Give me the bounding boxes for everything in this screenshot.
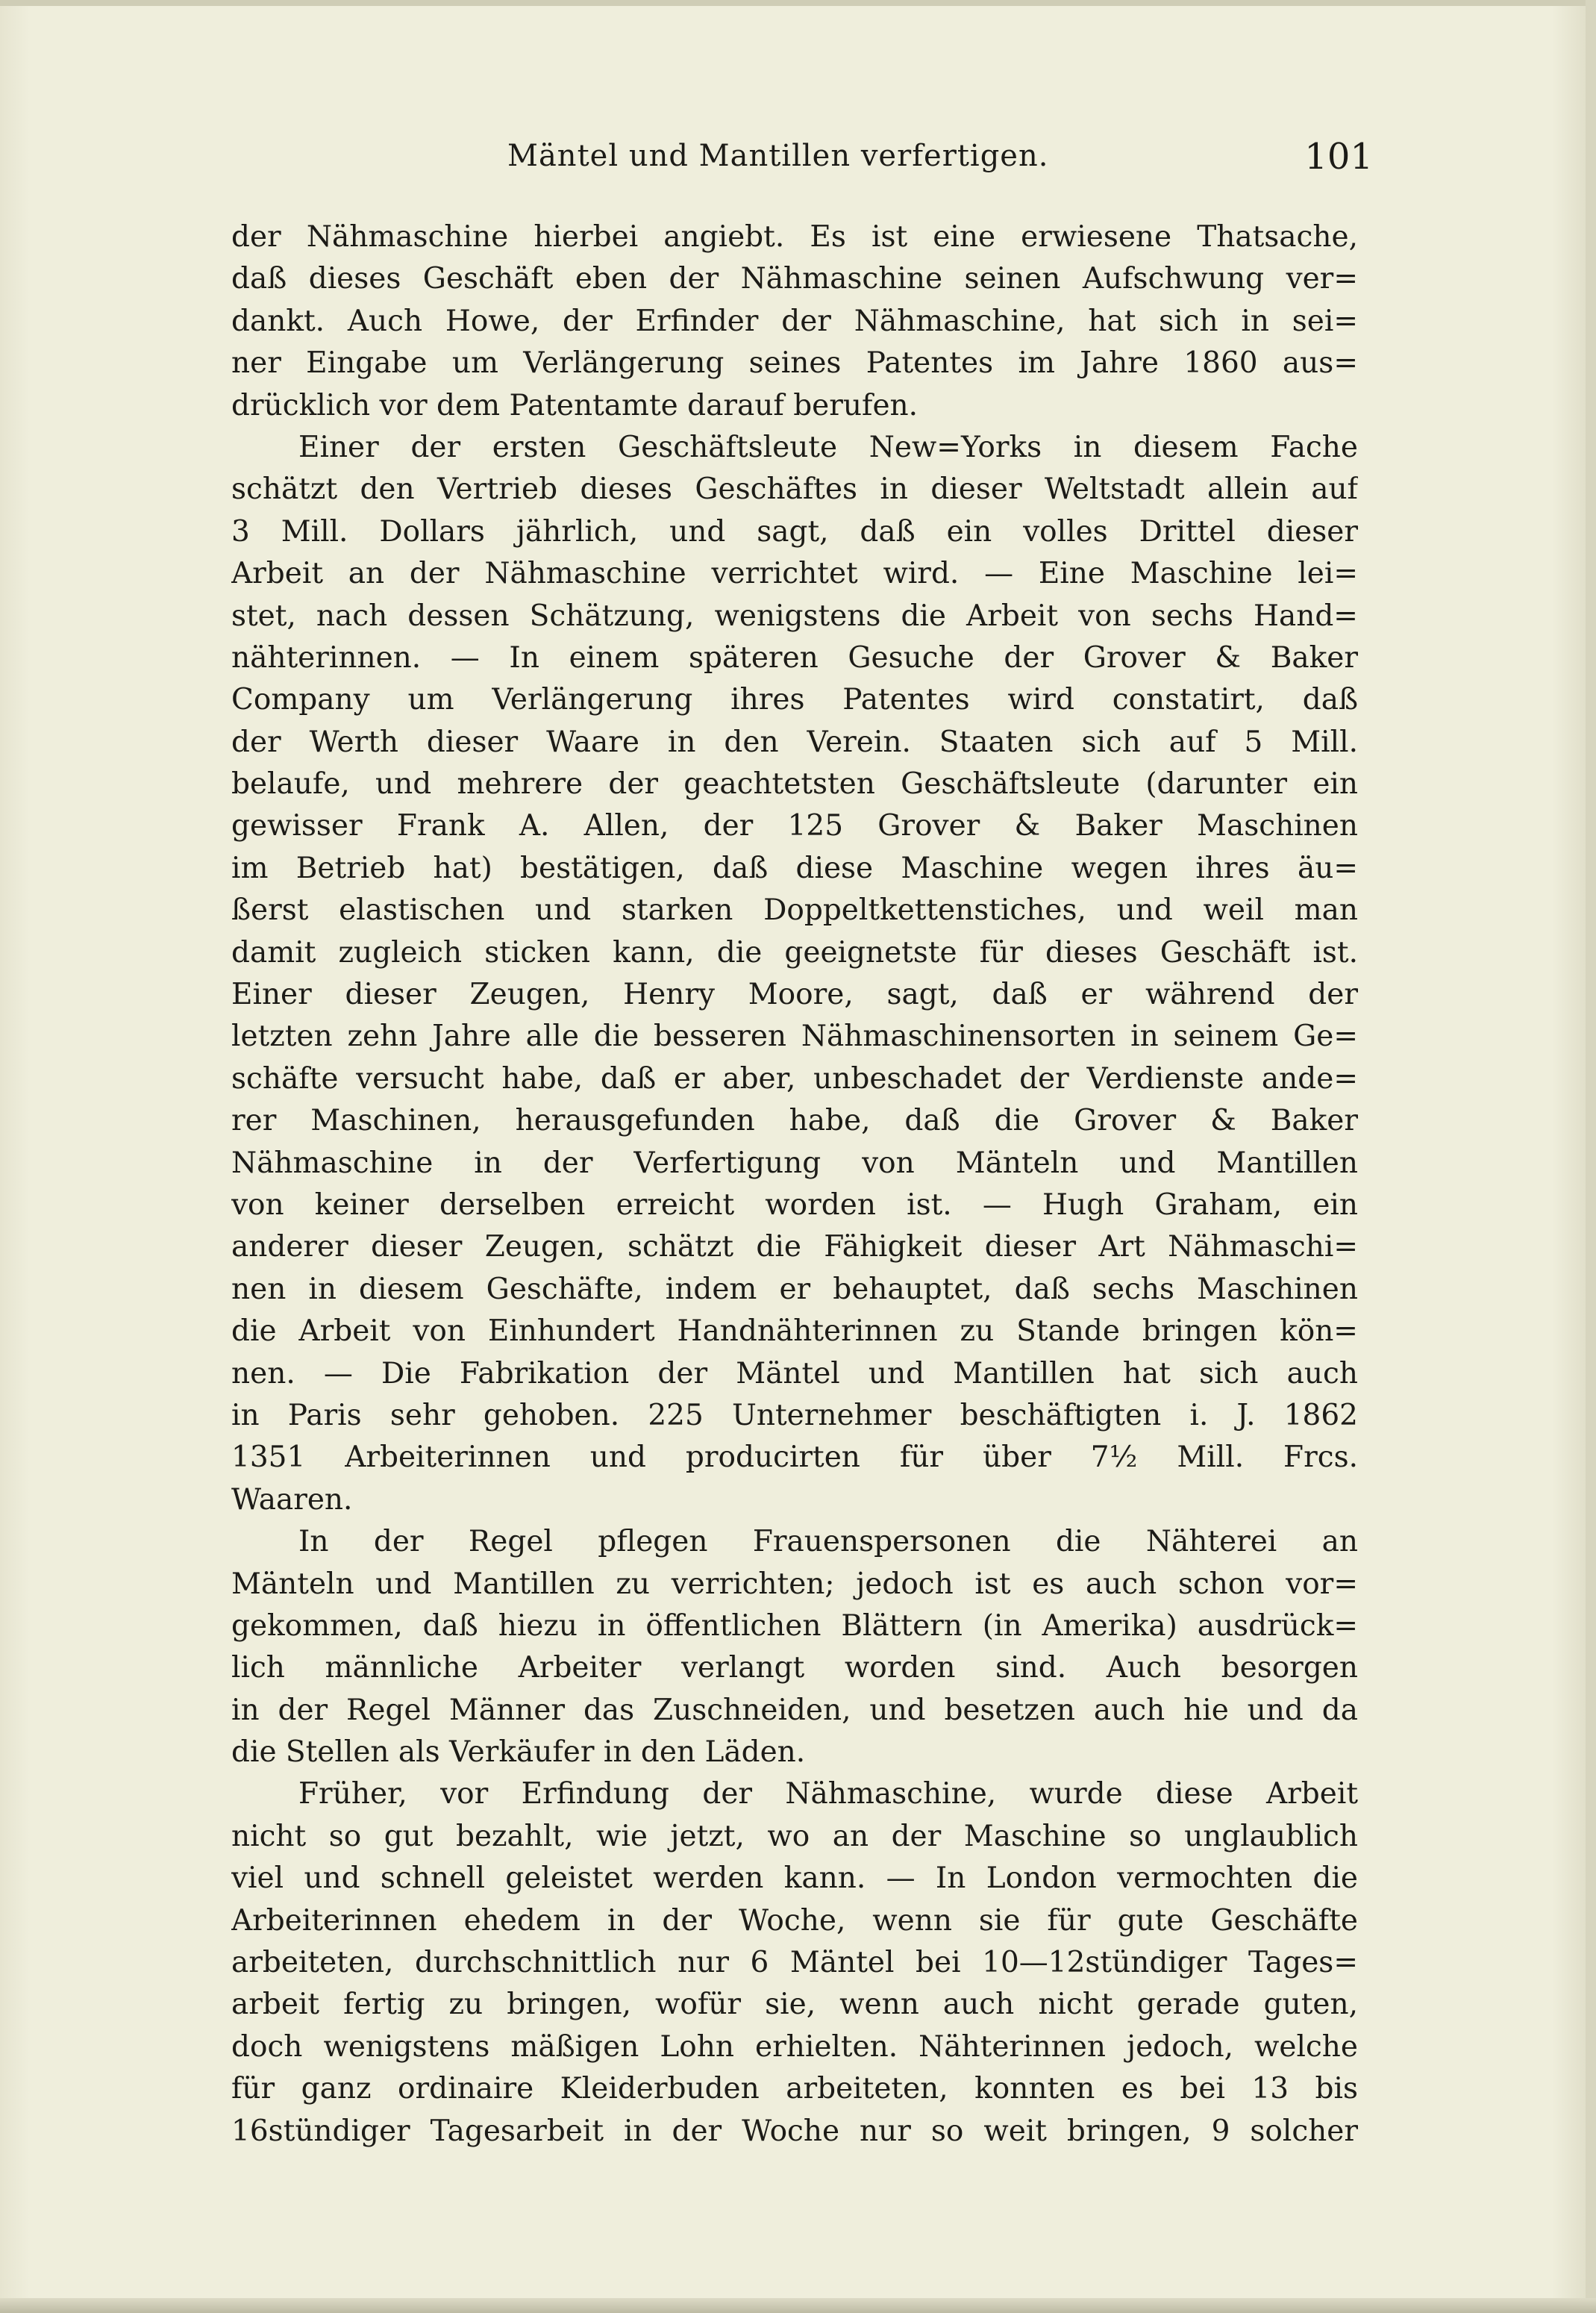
paragraph-start-line: In der Regel pflegen Frauenspersonen die Nähterei an [298, 1525, 1358, 1559]
page-right-edge [1586, 0, 1596, 2313]
text-line: im Betrieb hat) bestätigen, daß diese Maschine wegen ihres äu= [231, 851, 1358, 885]
text-line: gekommen, daß hiezu in öffentlichen Blättern (in Amerika) ausdrück= [231, 1608, 1358, 1643]
text-line: in Paris sehr gehoben. 225 Unternehmer beschäftigten i. J. 1862 [231, 1398, 1358, 1432]
text-line: der Werth dieser Waare in den Verein. Staaten sich auf 5 Mill. [231, 725, 1358, 759]
text-line: Nähmaschine in der Verfertigung von Mänteln und Mantillen [231, 1146, 1358, 1180]
text-line: 1351 Arbeiterinnen und producirten für über 7½ Mill. Frcs. [231, 1440, 1358, 1475]
text-line: viel und schnell geleistet werden kann. — In London vermochten die [231, 1861, 1358, 1896]
text-line: nen. — Die Fabrikation der Mäntel und Mantillen hat sich auch [231, 1356, 1358, 1390]
paragraph-start-line: Früher, vor Erfindung der Nähmaschine, wurde diese Arbeit [298, 1777, 1358, 1811]
text-line: schätzt den Vertrieb dieses Geschäftes in dieser Weltstadt allein auf [231, 472, 1358, 507]
text-line: dankt. Auch Howe, der Erfinder der Nähmaschine, hat sich in sei= [231, 304, 1358, 338]
text-line: Arbeiterinnen ehedem in der Woche, wenn sie für gute Geschäfte [231, 1903, 1358, 1938]
text-line: Arbeit an der Nähmaschine verrichtet wird. — Eine Maschine lei= [231, 557, 1358, 591]
text-line: 16stündiger Tagesarbeit in der Woche nur so weit bringen, 9 solcher [231, 2114, 1358, 2148]
paragraph-start-line: Einer der ersten Geschäftsleute New=Yorks in diesem Fache [298, 430, 1358, 464]
running-title: Mäntel und Mantillen verfertigen. [507, 139, 1049, 173]
text-line: von keiner derselben erreicht worden ist. — Hugh Graham, ein [231, 1187, 1358, 1222]
body-text [231, 216, 1358, 2153]
page-top-edge [0, 0, 1596, 6]
text-line: doch wenigstens mäßigen Lohn erhielten. Nähterinnen jedoch, welche [231, 2029, 1358, 2064]
text-line: Einer dieser Zeugen, Henry Moore, sagt, daß er während der [231, 978, 1358, 1012]
text-line: nen in diesem Geschäfte, indem er behauptet, daß sechs Maschinen [231, 1272, 1358, 1306]
page-number: 101 [1304, 136, 1373, 178]
text-line: schäfte versucht habe, daß er aber, unbeschadet der Verdienste ande= [231, 1061, 1358, 1096]
text-line: ßerst elastischen und starken Doppeltkettenstiches, und weil man [231, 893, 1358, 928]
text-line: der Nähmaschine hierbei angiebt. Es ist eine erwiesene Thatsache, [231, 220, 1358, 254]
text-line: nähterinnen. — In einem späteren Gesuche der Grover & Baker [231, 640, 1358, 675]
text-line: die Stellen als Verkäufer in den Läden. [231, 1735, 806, 1770]
text-line: ner Eingabe um Verlängerung seines Patentes im Jahre 1860 aus= [231, 346, 1358, 381]
text-line: nicht so gut bezahlt, wie jetzt, wo an der Maschine so unglaublich [231, 1819, 1358, 1853]
page-bottom-edge [0, 2298, 1596, 2313]
text-line: arbeit fertig zu bringen, wofür sie, wenn auch nicht gerade guten, [231, 1988, 1358, 2022]
text-line: für ganz ordinaire Kleiderbuden arbeiteten, konnten es bei 13 bis [231, 2072, 1358, 2106]
text-line: in der Regel Männer das Zuschneiden, und besetzen auch hie und da [231, 1693, 1358, 1727]
text-line: daß dieses Geschäft eben der Nähmaschine seinen Aufschwung ver= [231, 262, 1358, 296]
text-line: die Arbeit von Einhundert Handnähterinnen zu Stande bringen kön= [231, 1314, 1358, 1349]
text-line: drücklich vor dem Patentamte darauf berufen. [231, 388, 919, 422]
text-line: anderer dieser Zeugen, schätzt die Fähigkeit dieser Art Nähmaschi= [231, 1230, 1358, 1264]
text-line: rer Maschinen, herausgefunden habe, daß die Grover & Baker [231, 1104, 1358, 1138]
text-line: 3 Mill. Dollars jährlich, und sagt, daß ein volles Drittel dieser [231, 514, 1358, 549]
text-line: letzten zehn Jahre alle die besseren Nähmaschinensorten in seinem Ge= [231, 1020, 1358, 1054]
page-header [231, 136, 1373, 184]
text-line: Mänteln und Mantillen zu verrichten; jedoch ist es auch schon vor= [231, 1567, 1358, 1601]
text-line: arbeiteten, durchschnittlich nur 6 Mäntel bei 10—12stündiger Tages= [231, 1946, 1358, 1980]
text-line: lich männliche Arbeiter verlangt worden sind. Auch besorgen [231, 1651, 1358, 1685]
text-line: damit zugleich sticken kann, die geeignetste für dieses Geschäft ist. [231, 935, 1358, 970]
text-line: Waaren. [231, 1482, 353, 1517]
text-line: Company um Verlängerung ihres Patentes wird constatirt, daß [231, 683, 1358, 717]
text-line: gewisser Frank A. Allen, der 125 Grover & Baker Maschinen [231, 809, 1358, 843]
text-line: belaufe, und mehrere der geachtetsten Geschäftsleute (darunter ein [231, 767, 1358, 802]
text-line: stet, nach dessen Schätzung, wenigstens die Arbeit von sechs Hand= [231, 599, 1358, 633]
